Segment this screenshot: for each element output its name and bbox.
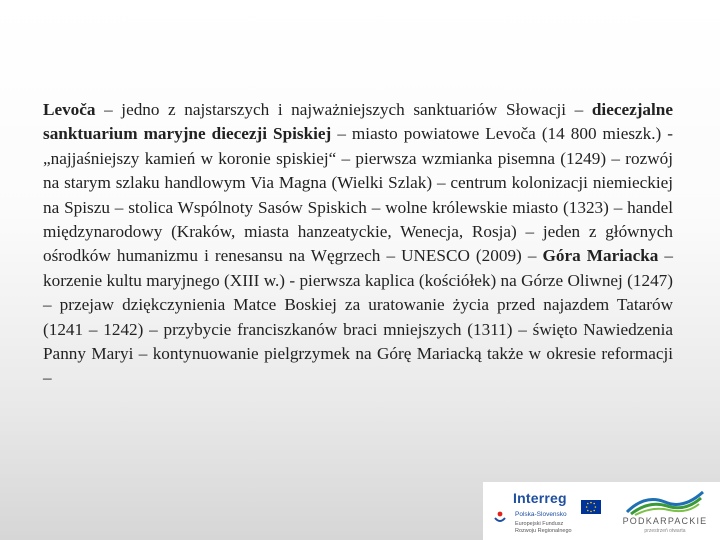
sanctuary-bold: diecezjalne sanktuarium maryjne diecezji Spiskiej <box>43 100 673 144</box>
interreg-subtitle: Polska-Slovensko <box>515 511 567 518</box>
intro-text: – jedno z najstarszych i najważniejszych sanktuariów Słowacji – <box>95 100 592 119</box>
eu-flag-icon <box>581 500 601 514</box>
podkarpackie-tagline: przestrzeń otwarta <box>644 528 686 534</box>
podkarpackie-logo <box>615 488 715 538</box>
podkarpackie-name: PODKARPACKIE <box>622 516 708 526</box>
logo-bar <box>483 482 720 540</box>
interreg-logo <box>489 490 579 536</box>
levoca-bold: Levoča <box>43 100 96 119</box>
hills-icon <box>625 488 705 516</box>
interreg-fund-text: Europejski Fundusz Rozwoju Regionalnego <box>515 521 572 534</box>
main-paragraph <box>43 98 673 391</box>
cult-text: – korzenie kultu maryjnego (XIII w.) - pierwsza kaplica (kościółek) na Górze Oliwnej (1247) – przejaw dziękczynienia Matce Boskiej za uratowanie życia przed najazdem Tatarów (1241 – 1242) – przybycie franciszkanów braci mniejszych (1311) – święto Nawiedzenia Panny Maryi – kontynuowanie pielgrzymek na Górę Mariacką także w okresie reformacji – <box>43 246 674 388</box>
interreg-name: Interreg <box>513 490 567 506</box>
eu-stars-mark-icon <box>493 510 507 524</box>
history-text: – miasto powiatowe Levoča (14 800 mieszk.) - „najjaśniejszy kamień w koronie spiskiej“ – pierwsza wzmianka pisemna (1249) – rozwój na starym szlaku handlowym Via Magna (Wielki Szlak) – centrum kolonizacji niemieckiej na Spiszu – stolica Wspólnoty Sasów Spiskich – wolne królewskie miasto (1323) – handel międzynarodowy (Kraków, miasta hanzeatyckie, Wenecja, Rosja) – jeden z głównych ośrodków humanizmu i renesansu na Węgrzech – UNESCO (2009) – <box>43 124 674 266</box>
gora-mariacka-bold: Góra Mariacka <box>542 246 659 266</box>
